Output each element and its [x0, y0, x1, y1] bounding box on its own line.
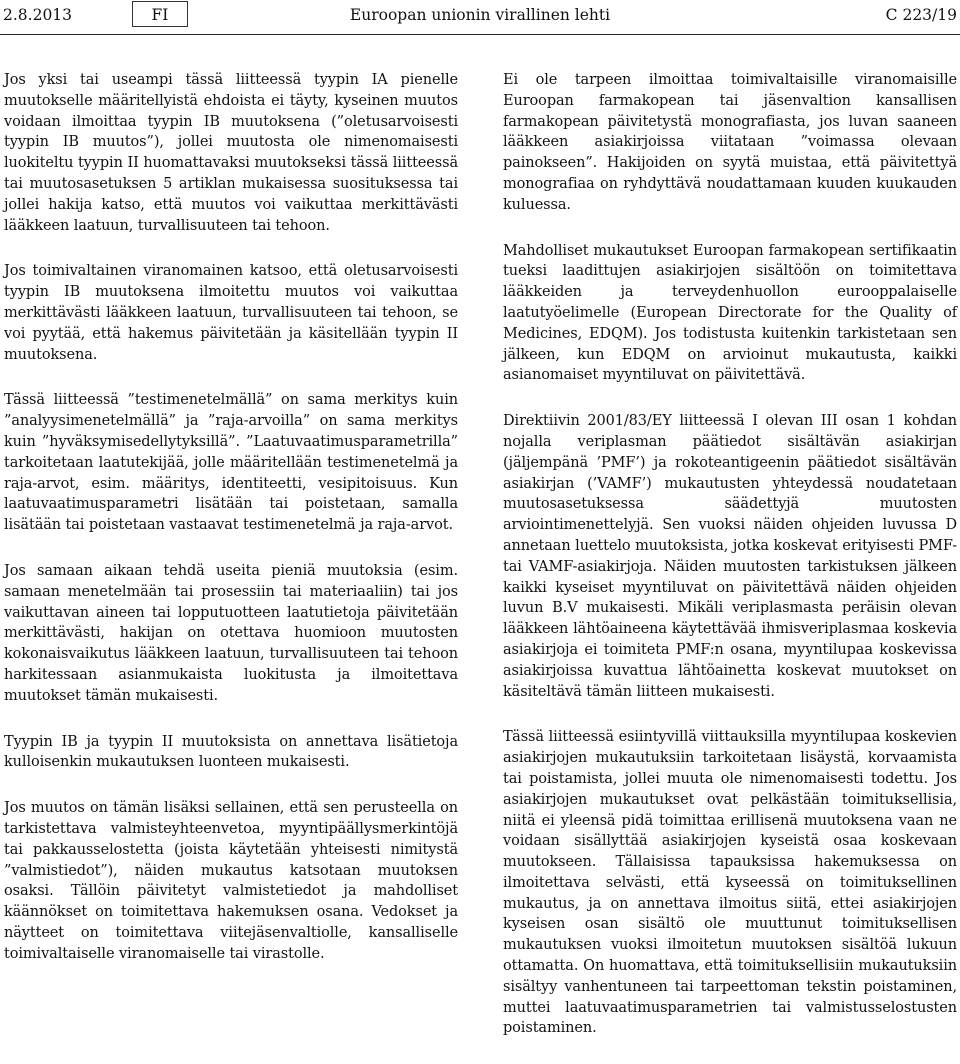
paragraph: Ei ole tarpeen ilmoittaa toimivaltaisille viranomaisille Euroopan farmakopean tai jäsenvaltion kansallisen farmakopean päivitetystä monografiasta, jos luvan saaneen lääkkeen asiakirjoissa viitataan ”voimassa olevaan painokseen”. Hakijoiden on syytä muistaa, että päivitettyä monografiaa on ryhdyttävä noudattamaan kuuden kuukauden kuluessa. — [503, 72, 957, 213]
paragraph: Tyypin IB ja tyypin II muutoksista on annettava lisätietoja kulloisenkin mukautuksen luonteen mukaisesti. — [4, 733, 458, 771]
language-code-box: FI — [132, 1, 188, 27]
paragraph: Direktiivin 2001/83/EY liitteessä I olevan III osan 1 kohdan nojalla veriplasman päätiedot sisältävän asiakirjan (jäljempänä ’PMF’) ja rokoteantigeenin päätiedot sisältävän asiakirjan (’VAMF’) mukautusten yhteydessä noudatetaan muutosasetuksessa säädettyjä muutosten arviointimenettelyjä. Sen vuoksi näiden ohjeiden luvussa D annetaan luettelo muutoksista, jotka koskevat erityisesti PMF- tai VAMF-asiakirjoja. Näiden muutosten tarkistuksen jälkeen kaikki kyseiset myyntiluvat on päivitettävä näiden ohjeiden luvun B.V mukaisesti. Mikäli veriplasmasta peräisin olevan lääkkeen lähtöaineena käytettävää ihmisveriplasmaa koskevia asiakirjoja ei toimiteta PMF:n osana, myyntilupaa koskevissa asiakirjoissa kuvattua lähtöainetta koskevat muutokset on käsiteltävä tämän liitteen mukaisesti. — [503, 413, 957, 700]
left-column — [4, 70, 458, 989]
paragraph: Jos muutos on tämän lisäksi sellainen, että sen perusteella on tarkistettava valmisteyhteenvetoa, myyntipäällysmerkintöjä tai pakkausselostetta (joista käytetään yhteisesti nimitystä ”valmistiedot”), näiden mukautus katsotaan muutoksen osaksi. Tällöin päivitetyt valmistetiedot ja mahdolliset käännökset on toimitettava hakemuksen osana. Vedokset ja näytteet on toimitettava viitejäsenvaltiolle, kansalliselle toimivaltaiselle viranomaiselle tai virastolle. — [4, 800, 458, 962]
paragraph: Tässä liitteessä ”testimenetelmällä” on sama merkitys kuin ”analyysimenetelmällä” ja ”raja-arvoilla” on sama merkitys kuin ”hyväksymisedellytyksillä”. ”Laatuvaatimusparametrilla” tarkoitetaan laatutekijää, jolle määritellään testimenetelmä ja raja-arvot, esim. määritys, identiteetti, vesipitoisuus. Kun laatuvaatimusparametri lisätään tai poistetaan, samalla lisätään tai poistetaan vastaavat testimenetelmä ja raja-arvot. — [4, 392, 458, 534]
paragraph: Tässä liitteessä esiintyvillä viittauksilla myyntilupaa koskevien asiakirjojen mukautuksiin tarkoitetaan lisäystä, korvaamista tai poistamista, jollei muuta ole nimenomaisesti todettu. Jos asiakirjojen mukautukset ovat pelkästään toimituksellisia, niitä ei yleensä pidä toimittaa erillisenä muutoksena vaan ne voidaan sisällyttää asiakirjojen kyseistä osaa koskevaan muutokseen. Tällaisissa tapauksissa hakemuksessa on ilmoitettava selvästi, että kyseessä on toimituksellinen mukautus, ja on annettava ilmoitus siitä, ettei asiakirjojen kyseisen osan sisältö ole muuttunut toimituksellisen mukautuksen vuoksi ilmoitetun muutoksen sisältöä lukuun ottamatta. On huomattava, että toimituksellisiin mukautuksiin sisältyy vanhentuneen tai tarpeettoman tekstin poistaminen, muttei laatuvaatimusparametrien tai valmistusselostusten poistaminen. — [503, 729, 957, 1037]
page-reference: C 223/19 — [885, 6, 957, 24]
page-header — [0, 0, 960, 34]
paragraph: Jos yksi tai useampi tässä liitteessä tyypin IA pienelle muutokselle määritellyistä ehdoista ei täyty, kyseinen muutos voidaan ilmoittaa tyypin IB muutoksena (”oletusarvoisesti tyypin IB muutos”), jollei muutosta ole nimenomaisesti luokiteltu tyypin II huomattavaksi muutokseksi tässä liitteessä tai muutosasetuksen 5 artiklan mukaisessa suosituksessa tai jollei hakija katso, että muutos voi vaikuttaa merkittävästi lääkkeen laatuun, turvallisuuteen tai tehoon. — [4, 72, 458, 234]
right-column — [503, 70, 957, 1064]
paragraph: Jos samaan aikaan tehdä useita pieniä muutoksia (esim. samaan menetelmään tai prosessiin tai materiaaliin) tai jos vaikuttavan aineen tai lopputuotteen laatutietoja päivitetään merkittävästi, hakijan on otettava huomioon muutosten kokonaisvaikutus lääkkeen laatuun, turvallisuuteen tai tehoon harkitessaan asianmukaista luokitusta ja ilmoitettava muutokset tämän mukaisesti. — [4, 562, 458, 704]
journal-title: Euroopan unionin virallinen lehti — [349, 6, 611, 24]
paragraph: Mahdolliset mukautukset Euroopan farmakopean sertifikaatin tueksi laadittujen asiakirjojen sisältöön on toimitettava lääkkeiden ja terveydenhuollon eurooppalaiselle laatutyöelimelle (European Directorate for the Quality of Medicines, EDQM). Jos todistusta kuitenkin tarkistetaan sen jälkeen, kun EDQM on arvioinut mukautusta, kaikki asianomaiset myyntiluvat on päivitettävä. — [503, 242, 957, 384]
publication-date: 2.8.2013 — [3, 6, 73, 24]
paragraph: Jos toimivaltainen viranomainen katsoo, että oletusarvoisesti tyypin IB muutoksena ilmoitettu muutos voi vaikuttaa merkittävästi lääkkeen laatuun, turvallisuuteen tai tehoon, se voi pyytää, että hakemus päivitetään ja käsitellään tyypin II muutoksena. — [4, 263, 458, 363]
header-divider — [0, 34, 960, 35]
